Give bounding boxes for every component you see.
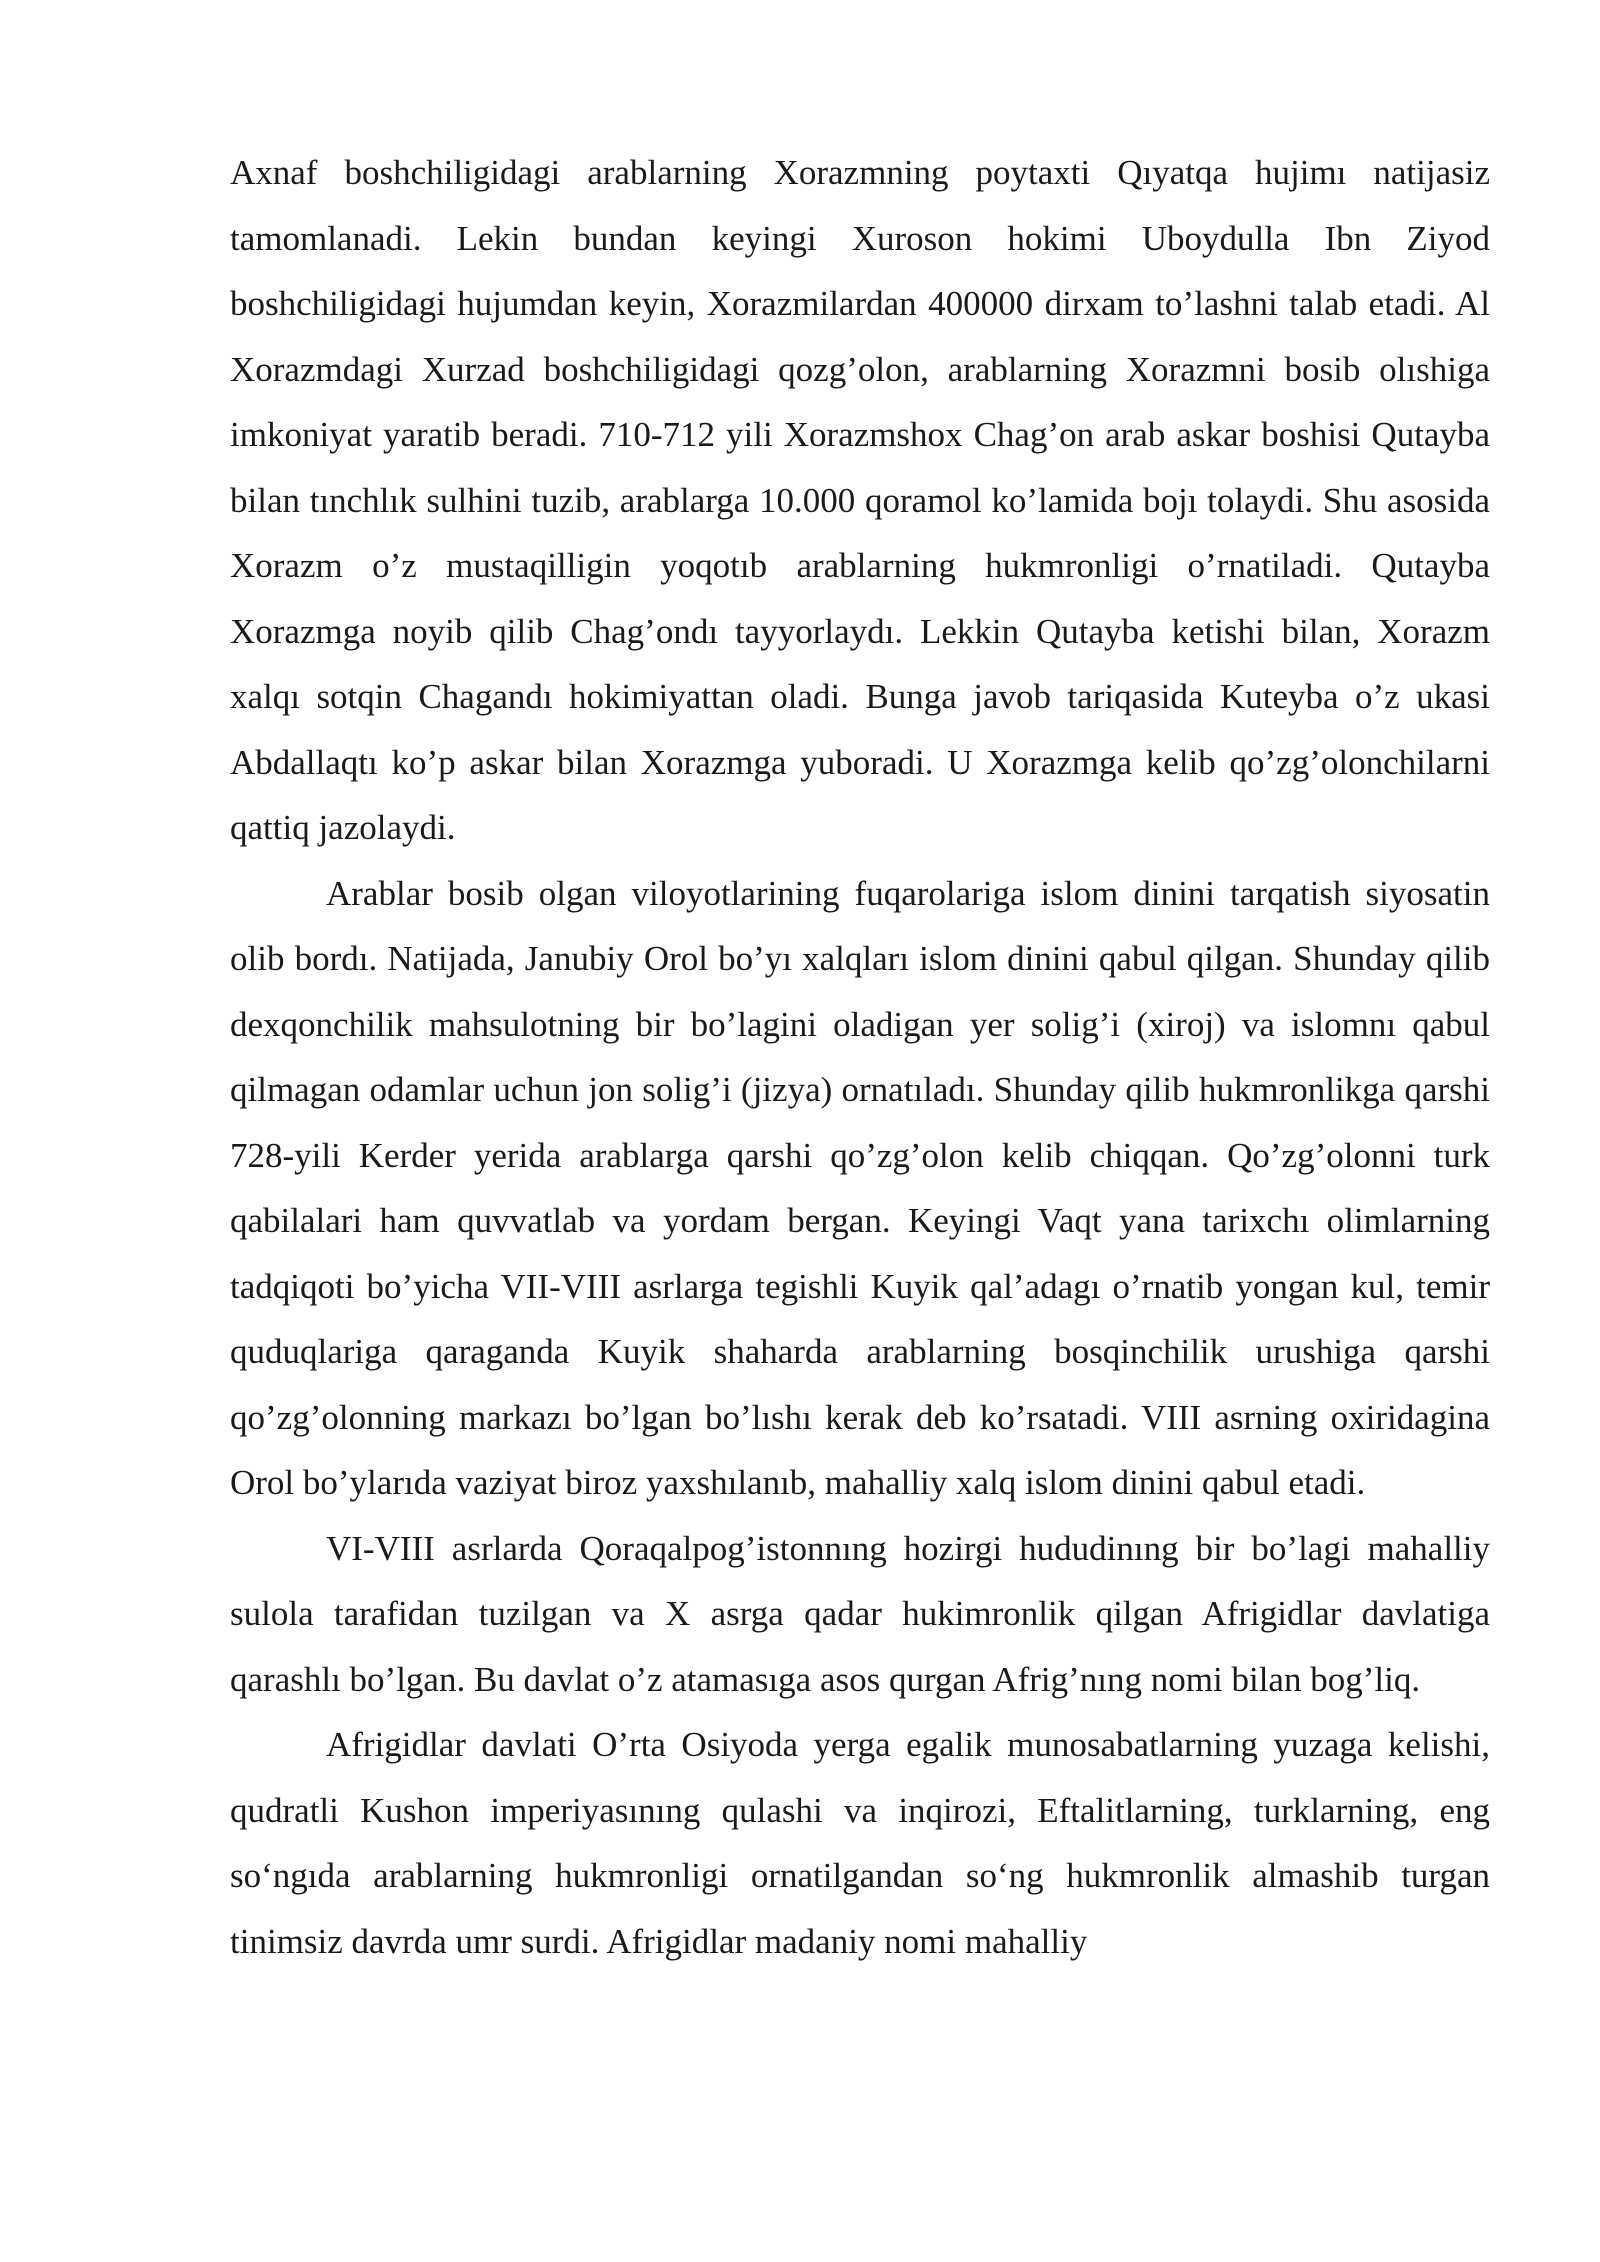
paragraph-1: Axnaf boshchiligidagi arablarning Xorazmning poytaxti Qıyatqa hujimı natijasiz tamomlanadi. Lekin bundan keyingi Xuroson hokimi Uboydulla Ibn Ziyod boshchiligidagi hujumdan keyin, Xorazmilardan 400000 dirxam to’lashni talab etadi. Al Xorazmdagi Xurzad boshchiligidagi qozg’olon, arablarning Xorazmni bosib olıshiga imkoniyat yaratib beradi. 710-712 yili Xorazmshox Chag’on arab askar boshisi Qutayba bilan tınchlık sulhini tuzib, arablarga 10.000 qoramol ko’lamida bojı tolaydi. Shu asosida Xorazm o’z mustaqilligin yoqotıb arablarning hukmronligi o’rnatiladi. Qutayba Xorazmga noyib qilib Chag’ondı tayyorlaydı. Lekkin Qutayba ketishi bilan, Xorazm xalqı sotqin Chagandı hokimiyattan oladi. Bunga javob tariqasida Kuteyba o’z ukasi Abdallaqtı ko’p askar bilan Xorazmga yuboradi. U Xorazmga kelib qo’zg’olonchilarni qattiq jazolaydi. — [230, 153, 1490, 847]
paragraph-2: Arablar bosib olgan viloyotlarining fuqarolariga islom dinini tarqatish siyosatin olib bordı. Natijada, Janubiy Orol bo’yı xalqları islom dinini qabul qilgan. Shunday qilib dexqonchilik mahsulotning bir bo’lagini oladigan yer solig’i (xiroj) va islomnı qabul qilmagan odamlar uchun jon solig’i (jizya) ornatıladı. Shunday qilib hukmronlikga qarshi 728-yili Kerder yerida arablarga qarshi qo’zg’olon kelib chiqqan. Qo’zg’olonni turk qabilalari ham quvvatlab va yordam bergan. Keyingi Vaqt yana tarixchı olimlarning tadqiqoti bo’yicha VII-VIII asrlarga tegishli Kuyik qal’adagı o’rnatib yongan kul, temir quduqlariga qaraganda Kuyik shaharda arablarning bosqinchilik urushiga qarshi qo’zg’olonning markazı bo’lgan bo’lıshı kerak deb ko’rsatadi. VIII asrning oxiridagina Orol bo’ylarıda vaziyat biroz yaxshılanıb, mahalliy xalq islom dinini qabul etadi. — [230, 873, 1490, 1502]
paragraph-3: VI-VIII asrlarda Qoraqalpog’istonnıng hozirgi hududinıng bir bo’lagi mahalliy sulola tarafidan tuzilgan va X asrga qadar hukimronlik qilgan Afrigidlar davlatiga qarashlı bo’lgan. Bu davlat o’z atamasıga asos qurgan Afrig’nıng nomi bilan bog’liq. — [230, 1528, 1490, 1699]
body-text — [230, 140, 1490, 1974]
paragraph-4: Afrigidlar davlati O’rta Osiyoda yerga egalik munosabatlarning yuzaga kelishi, qudratli Kushon imperiyasınıng qulashi va inqirozi, Eftalitlarning, turklarning, eng so‘ngıda arablarning hukmronligi ornatilgandan so‘ng hukmronlik almashib turgan tinimsiz davrda umr surdi. Afrigidlar madaniy nomi mahalliy — [230, 1725, 1490, 1961]
